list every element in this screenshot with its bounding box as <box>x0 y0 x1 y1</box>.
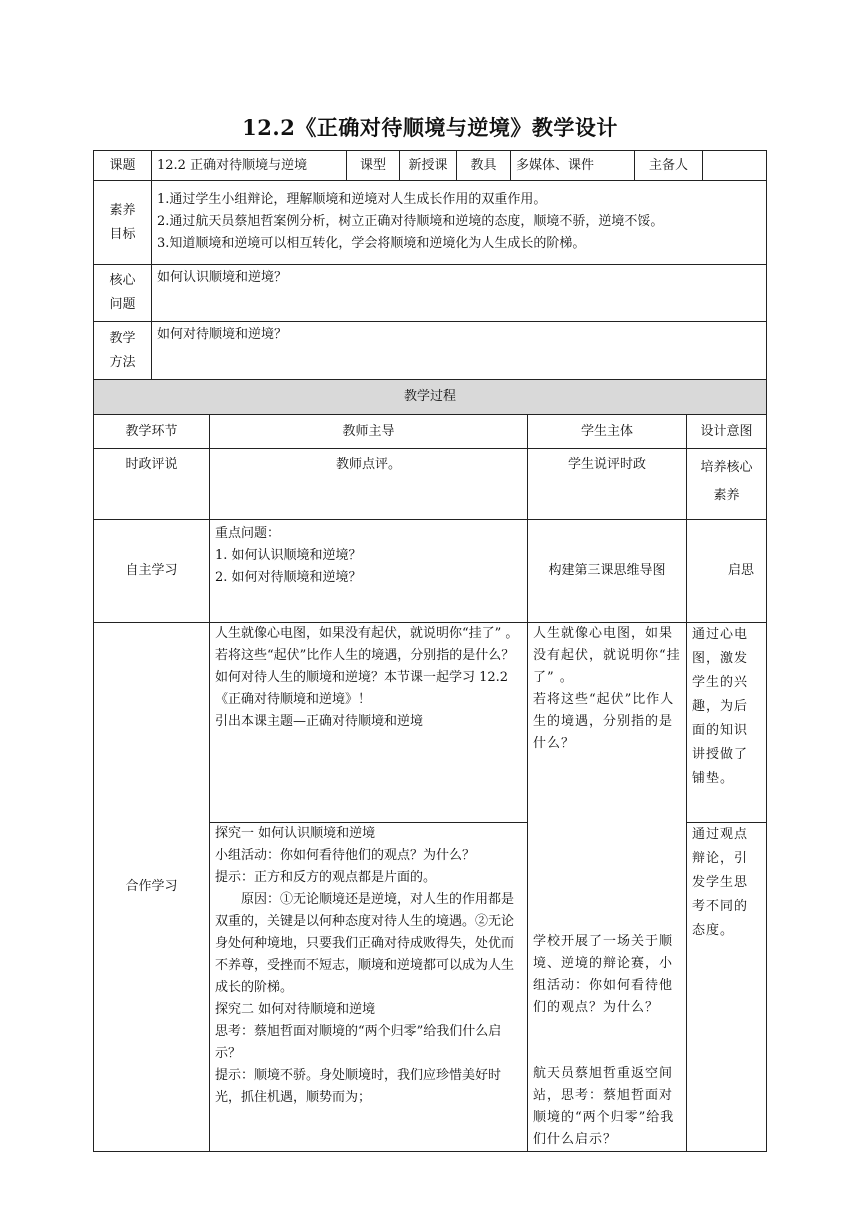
stage-cooperative-learning: 合作学习 <box>94 623 210 1152</box>
student-activities: 人生就像心电图，如果没有起伏，就说明你“挂了” 。 若将这些“起伏”比作人生的境遇，分别指的是什么？ 学校开展了一场关于顺境、逆境的辩论赛，小组活动：你如何看待他们的观点？为什么？ 航天员蔡旭哲重返空间站，思考：蔡旭哲面对顺境的“两个归零”给我们什么启示？ <box>528 623 687 1152</box>
student-comment: 学生说评时政 <box>528 449 687 520</box>
core-question-label: 核心 问题 <box>94 265 152 322</box>
goal-item: 3.知道顺境和逆境可以相互转化，学会将顺境和逆境化为人生成长的阶梯。 <box>157 236 586 251</box>
process-title: 教学过程 <box>94 380 767 415</box>
teacher-intro: 人生就像心电图，如果没有起伏，就说明你“挂了” 。 若将这些“起伏”比作人生的境遇，分别指的是什么？ 如何对待人生的顺境和逆境？本节课一起学习 12.2《正确对待顺境和逆境》！ 引出本课主题—正确对待顺境和逆境 <box>210 623 528 823</box>
process-table <box>93 379 767 1152</box>
column-header: 教学环节 <box>94 415 210 449</box>
page-title: 12.2《正确对待顺境与逆境》教学设计 <box>242 115 618 140</box>
preparer-value <box>703 151 767 181</box>
intent-interest: 通过心电图，激发学生的兴趣，为后面的知识讲授做了铺垫。 <box>687 623 767 823</box>
intent-inspire: 启思 <box>687 520 767 623</box>
teacher-inquiry: 探究一 如何认识顺境和逆境 小组活动：你如何看待他们的观点？为什么？ 提示：正方和反方的观点都是片面的。 原因：①无论顺境还是逆境，对人生的作用都是双重的，关键是以何种态度对待人生的境遇。②无论身处何种境地，只要我们正确对待成败得失，处优而不养尊，受挫而不短志，顺境和逆境都可以成为人生成长的阶梯。 探究二 如何对待顺境和逆境 思考：蔡旭哲面对顺境的“两个归零”给我们什么启示？ 提示：顺境不骄。身处顺境时，我们应珍惜美好时光，抓住机遇，顺势而为； <box>210 823 528 1152</box>
type-label: 课型 <box>347 151 400 181</box>
column-header: 设计意图 <box>687 415 767 449</box>
column-header: 学生主体 <box>528 415 687 449</box>
stage-self-study: 自主学习 <box>94 520 210 623</box>
tools-label: 教具 <box>457 151 511 181</box>
method-label: 教学 方法 <box>94 322 152 380</box>
goals-content <box>152 181 767 265</box>
key-questions: 重点问题： 1. 如何认识顺境和逆境？ 2. 如何对待顺境和逆境？ <box>210 520 528 623</box>
mind-map-task: 构建第三课思维导图 <box>528 520 687 623</box>
topic-value: 12.2 正确对待顺境与逆境 <box>152 151 347 181</box>
type-value: 新授课 <box>400 151 457 181</box>
tools-value: 多媒体、课件 <box>511 151 635 181</box>
intent-core-literacy: 培养核心 素养 <box>687 449 767 520</box>
goals-label: 素养 目标 <box>94 181 152 265</box>
preparer-label: 主备人 <box>635 151 703 181</box>
goal-item: 1.通过学生小组辩论，理解顺境和逆境对人生成长作用的双重作用。 <box>157 192 547 207</box>
goal-item: 2.通过航天员蔡旭哲案例分析，树立正确对待顺境和逆境的态度，顺境不骄，逆境不馁。 <box>157 214 664 229</box>
intent-debate: 通过观点辩论，引发学生思考不同的态度。 <box>687 823 767 1152</box>
column-header: 教师主导 <box>210 415 528 449</box>
teacher-comment: 教师点评。 <box>210 449 528 520</box>
info-table <box>93 150 767 380</box>
topic-label: 课题 <box>94 151 152 181</box>
method-text: 如何对待顺境和逆境？ <box>152 322 767 380</box>
stage-current-affairs: 时政评说 <box>94 449 210 520</box>
core-question-text: 如何认识顺境和逆境？ <box>152 265 767 322</box>
